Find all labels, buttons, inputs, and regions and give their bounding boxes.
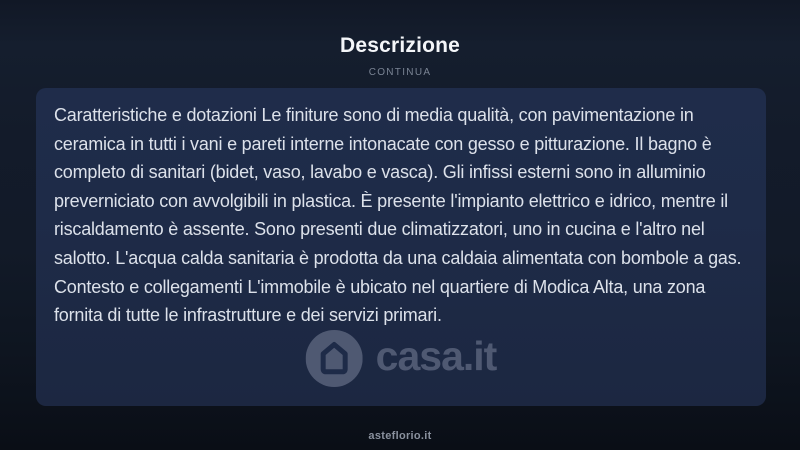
casa-it-watermark (306, 330, 497, 387)
house-in-circle-icon (306, 330, 363, 387)
casa-it-brand-text: casa.it (375, 333, 497, 379)
continua-label: CONTINUA (368, 67, 432, 78)
site-footer-label: asteflorio.it (368, 430, 432, 442)
page-title: Descrizione (339, 34, 461, 57)
description-text: Caratteristiche e dotazioni Le finiture sono di media qualità, con pavimentazione in ceramica in tutti i vani e pareti interne intonacate con gesso e pitturazione. Il bagno è completo di sanitari (bidet, vaso, lavabo e vasca). Gli infissi esterni sono in alluminio preverniciato con avvolgibili in plastica. È presente l'impianto elettrico e idrico, mentre il riscaldamento è assente. Sono presenti due climatizzatori, uno in cucina e l'altro nel salotto. L'acqua calda sanitaria è prodotta da una caldaia alimentata con bombole a gas. Contesto e collegamenti L'immobile è ubicato nel quartiere di Modica Alta, una zona fornita di tutte le infrastrutture e dei servizi primari. (54, 105, 742, 326)
description-card (36, 88, 766, 406)
